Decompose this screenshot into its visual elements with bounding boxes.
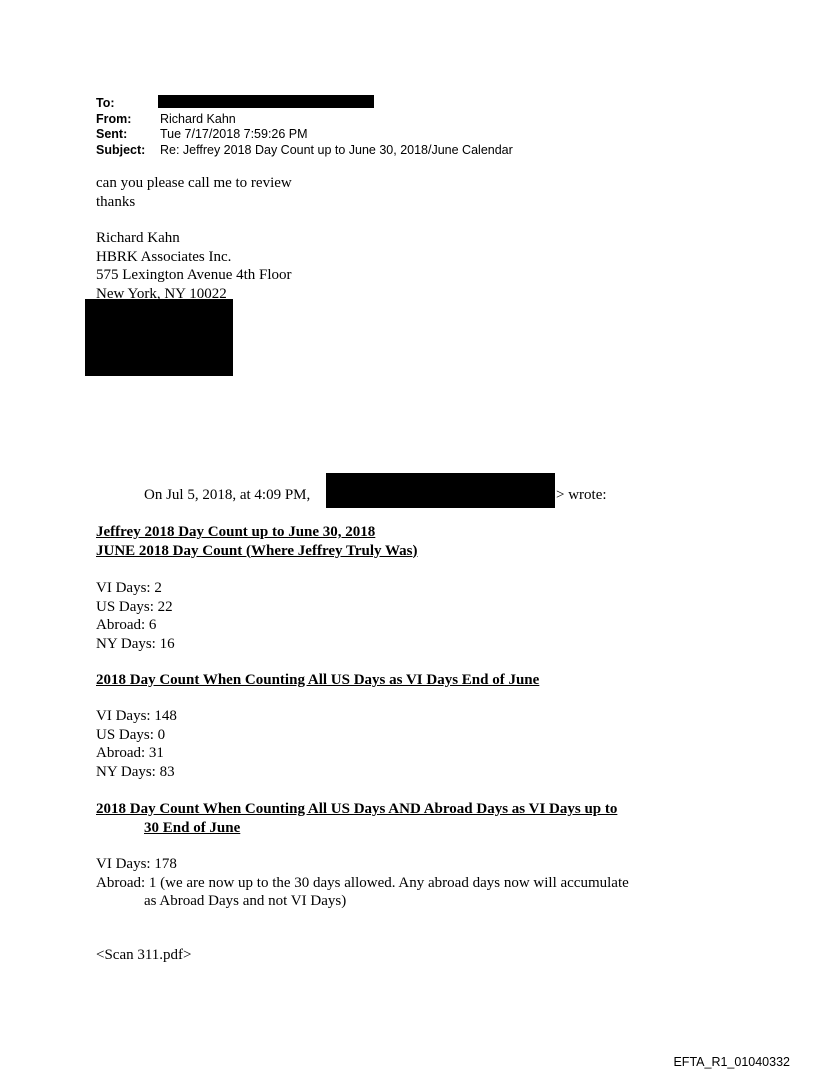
section-us-as-vi-items [96,707,177,781]
redaction-signature-block [85,299,233,376]
subject-value: Re: Jeffrey 2018 Day Count up to June 30, 2018/June Calendar [160,142,513,157]
message-line: can you please call me to review [96,175,292,191]
day-count-item: VI Days: 178 [96,856,177,872]
section-title: 30 End of June [144,819,241,836]
attachment-reference [96,946,192,965]
day-count-item: VI Days: 2 [96,580,162,596]
quote-intro-prefix: On Jul 5, 2018, at 4:09 PM, [144,487,311,503]
section-june-day-count [96,523,418,560]
day-count-item: US Days: 0 [96,726,166,743]
subject-row [96,143,513,159]
sent-label: Sent: [96,127,128,141]
section-title: Jeffrey 2018 Day Count up to June 30, 2018 [96,524,376,540]
redaction-sender-name [326,473,555,508]
quote-intro-suffix: > wrote: [556,487,607,503]
signature-company: HBRK Associates Inc. [96,248,232,265]
sent-row [96,127,513,143]
section-title: 2018 Day Count When Counting All US Days AND Abroad Days as VI Days up to [96,801,618,817]
from-label: From: [96,111,132,126]
section-title: 2018 Day Count When Counting All US Days as VI Days End of June [96,672,540,688]
section-title: JUNE 2018 Day Count (Where Jeffrey Truly Was) [96,542,418,559]
day-count-item: VI Days: 148 [96,708,177,724]
sent-value: Tue 7/17/2018 7:59:26 PM [160,127,308,141]
signature-name: Richard Kahn [96,230,180,246]
day-count-item: Abroad: 31 [96,745,164,761]
day-count-item: Abroad: 1 (we are now up to the 30 days allowed. Any abroad days now will accumulate [96,874,629,891]
message-body [96,174,292,211]
signature-block [96,229,292,303]
from-row [96,112,513,128]
from-value: Richard Kahn [160,111,236,126]
section-us-as-vi [96,671,539,690]
day-count-item: NY Days: 83 [96,763,175,780]
document-id: EFTA_R1_01040332 [673,1055,790,1069]
quote-intro-end [556,486,607,505]
quote-intro [144,486,310,505]
signature-address: 575 Lexington Avenue 4th Floor [96,267,292,283]
day-count-item: US Days: 22 [96,598,173,615]
day-count-item-continued: as Abroad Days and not VI Days) [144,893,347,909]
message-line: thanks [96,193,136,210]
day-count-item: NY Days: 16 [96,635,175,652]
section-us-abroad-as-vi [96,800,617,837]
signature-address: New York, NY 10022 [96,285,227,302]
section-june-items [96,579,175,653]
section-us-abroad-items [96,855,629,911]
subject-label: Subject: [96,142,146,157]
day-count-item: Abroad: 6 [96,617,157,633]
redaction-to-address [158,95,374,108]
to-label: To: [96,96,115,110]
attachment-name: <Scan 311.pdf> [96,947,192,963]
